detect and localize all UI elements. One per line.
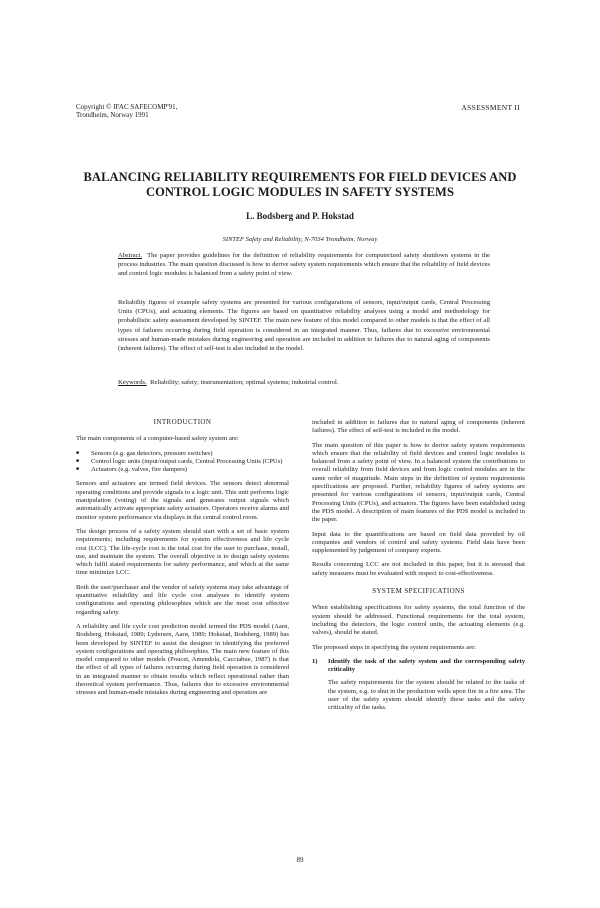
- page-number: 89: [296, 856, 304, 864]
- affiliation: SINTEF Safety and Reliability, N-7034 Trondheim, Norway: [222, 236, 378, 243]
- components-list: [76, 450, 289, 475]
- session-label: ASSESSMENT II: [461, 103, 520, 112]
- right-column: [312, 419, 525, 719]
- left-column: [76, 418, 289, 704]
- intro-paragraph-4: Both the user/purchaser and the vendor of safety systems may take advantage of quantitative reliability and life cycle cost analyses to identify system configurations and operating philosophies which are the most cost effective regarding safety.: [76, 583, 289, 616]
- keywords-label: Keywords.: [118, 379, 147, 386]
- step-number: 1): [312, 657, 318, 665]
- intro-paragraph-2: Sensors and actuators are termed field devices. The sensors detect abnormal operating conditions and provide signals to a logic unit. This unit performs logic manipulation (voting) of the signals and generates output signals which automatically activate appropriate safety actuators. Operators receive alarms and monitor system performance via displays in the central control room.: [76, 480, 289, 521]
- spec-paragraph-2: The proposed steps in specifying the system requirements are:: [312, 643, 477, 651]
- step-1-heading: [312, 658, 525, 675]
- list-item: ■ Actuators (e.g. valves, fire dampers): [76, 466, 289, 474]
- intro-paragraph-5: A reliability and life cycle cost prediction model termed the PDS model (Aarø, Bodsberg, Hokstad, 1989; Lydersen, Aarø, 1989; Hokstad, Bodsberg, 1989) has been developed by SINTEF to assist the designer in identifying the preferred system configurations and operating philosophies. The main new feature of this model compared to other models (Poucet, Amendola, Cacciabue, 1987) is that the effect of all types of failures occurring during field operation is considered in an integrated manner to obtain results which reflect operational rather than theoretical system performance. Thus, failures due to excessive environmental stresses and human-made mistakes during engineering and operation are: [76, 622, 289, 697]
- step-title: Identify the task of the safety system and the corresponding safety criticality: [328, 657, 525, 674]
- right-paragraph-2: The main question of this paper is how to derive safety system requirements which ensure that the reliability of field devices and control logic modules is balanced from a safety point of view. In a balanced system the contributions to overall reliability from field devices and from logic control modules are in the same order of magnitude. Main steps in the definition of system requirements specifications are proposed. Further, reliability figures of safety systems are presented for various configurations of sensors, input/output cards, Central Processing Units (CPUs), and actuators. The figures have been established using the PDS model. A description of main features of the PDS model is included in the paper.: [312, 441, 525, 524]
- location-line: Trondheim, Norway 1991: [76, 111, 149, 119]
- abstract-label: Abstract.: [118, 252, 142, 259]
- right-paragraph-3: Input data to the quantifications are based on field data provided by oil companies and vendors of control and safety systems. Field data have been supplemented by judgement of company experts.: [312, 530, 525, 555]
- list-item: ■ Control logic units (input/output cards, Central Processing Units (CPUs): [76, 458, 289, 466]
- list-item: ■ Sensors (e.g. gas detectors, pressure switches): [76, 450, 289, 458]
- authors: L. Bodsberg and P. Hokstad: [246, 211, 354, 221]
- copyright-line: Copyright © IFAC SAFECOMP'91,: [76, 103, 178, 111]
- system-specifications-heading: SYSTEM SPECIFICATIONS: [372, 587, 465, 596]
- title-line-2: CONTROL LOGIC MODULES IN SAFETY SYSTEMS: [145, 185, 454, 199]
- keywords-text: Reliability; safety; instrumentation; optimal systems; industrial control.: [150, 379, 339, 386]
- abstract-text-2: Reliability figures of example safety systems are presented for various configurations of sensors, input/output cards, Central Processing Units (CPUs), and actuating elements. The figures are based on quantitative reliability analyses using a model and methodology for probabilistic safety assessment developed by SINTEF. The main new feature of this model compared to other models is that the effect of all types of failures occurring during field operation is considered in an integrated manner. Thus, failures due to excessive environmental stresses and human-made mistakes during engineering and operation are included in addition to failures due to natural aging of components (inherent failures). The effect of self-test is also included in the model.: [118, 299, 490, 353]
- title-line-1: BALANCING RELIABILITY REQUIREMENTS FOR FIELD DEVICES AND: [83, 170, 517, 184]
- right-paragraph-1: included in addition to failures due to natural aging of components (inherent failures). The effect of self-test is included in the model.: [312, 419, 525, 435]
- abstract-paragraph-1: [118, 251, 490, 279]
- abstract-paragraph-2: [118, 298, 490, 353]
- introduction-heading: INTRODUCTION: [153, 418, 212, 426]
- intro-paragraph-3: The design process of a safety system should start with a set of basic system requirements; including requirements for system effectiveness and life cycle cost (LCC). The life-cycle cost is the total cost for the user to purchase, install, use, and maintain the system. The overall objective is to design safety systems which fulfil stated requirements for safety performance, and which at the same time minimize LCC.: [76, 527, 289, 577]
- abstract-text-1: The paper provides guidelines for the definition of reliability requirements for computerized safety shutdown systems in the process industries. The main question discussed is how to derive safety system requirements which ensure that the reliability of field devices and control logic modules is balanced from a safety point of view.: [118, 252, 490, 278]
- right-paragraph-4: Results concerning LCC are not included in this paper, but it is stressed that safety measures must be evaluated with respect to cost-effectiveness.: [312, 561, 525, 577]
- keywords: [118, 378, 490, 387]
- intro-paragraph-1: The main components of a computer-based safety system are:: [76, 435, 239, 443]
- paper-title: [60, 170, 540, 200]
- step-1-body: The safety requirements for the system should be related to the tasks of the system, e.g. to shut in the production wells upon fire in a fire area. The user of the safety system should identify these tasks and the safety criticality of the tasks.: [328, 679, 525, 712]
- copyright-notice: [76, 103, 256, 119]
- spec-paragraph-1: When establishing specifications for safety systems, the total function of the system should be addressed. Functional requirements for the total system, including the detectors, the logic control units, the actuating elements (e.g. valves), should be stated.: [312, 604, 525, 637]
